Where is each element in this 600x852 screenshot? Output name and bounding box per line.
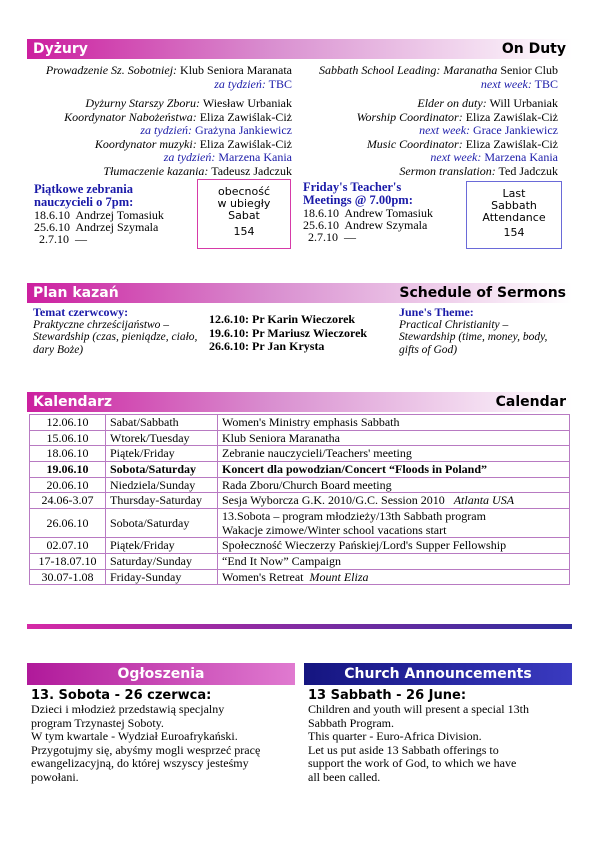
- friday-row: 2.7.10 —: [308, 230, 356, 244]
- announcement-line: program Trzynastej Soboty.: [31, 715, 164, 730]
- announcement-line: This quarter - Euro-Africa Division.: [308, 729, 482, 743]
- theme-heading-pl: Temat czerwcowy:: [33, 305, 129, 319]
- table-row: [30, 569, 570, 585]
- table-row: [30, 415, 570, 431]
- cal-event: Zebranie nauczycieli/Teachers' meeting: [218, 446, 570, 462]
- announcement-line: powołani.: [31, 769, 79, 784]
- duty-row: Tłumaczenie kazania: Tadeusz Jadczuk: [103, 163, 292, 178]
- cal-date: 20.06.10: [30, 477, 106, 493]
- cal-event: Women's Retreat Mount Eliza: [218, 569, 570, 585]
- cal-day: Sabat/Sabbath: [106, 415, 218, 431]
- duty-list-pl: [20, 64, 292, 178]
- attendance-label: obecność: [217, 185, 270, 198]
- cal-date: 17-18.07.10: [30, 553, 106, 569]
- divider: [27, 624, 572, 629]
- duty-row: Koordynator Nabożeństwa: Eliza Zawiślak-Ciż: [64, 109, 292, 124]
- cal-event: Klub Seniora Maranatha: [218, 430, 570, 446]
- table-row: [30, 446, 570, 462]
- table-row: [30, 462, 570, 478]
- announcements-header-en: [304, 663, 572, 685]
- announcement-en: [308, 689, 576, 784]
- cal-date: 30.07-1.08: [30, 569, 106, 585]
- duty-row: Prowadzenie Sz. Sobotniej: Klub Seniora Maranata: [45, 63, 292, 77]
- announcement-line: ewangelizacyjną, do której wszyscy jesteśmy: [31, 756, 249, 770]
- sermon-list: [209, 313, 399, 354]
- duty-row: za tydzień: Marzena Kania: [163, 150, 292, 164]
- announcements-title-pl: Ogłoszenia: [117, 666, 205, 682]
- friday-row: 18.6.10 Andrew Tomasiuk: [303, 206, 433, 220]
- duty-row: next week: Marzena Kania: [430, 150, 558, 164]
- calendar-header: [27, 392, 572, 412]
- duty-row: Sabbath School Leading: Maranatha Senior Club: [319, 63, 558, 77]
- cal-day: Wtorek/Tuesday: [106, 430, 218, 446]
- friday-meetings-pl: [34, 183, 199, 245]
- duty-row: next week: TBC: [480, 76, 558, 91]
- duty-row: Elder on duty: Will Urbaniak: [417, 96, 558, 110]
- friday-row: 2.7.10 —: [39, 232, 87, 246]
- table-row: [30, 538, 570, 554]
- cal-day: Saturday/Sunday: [106, 553, 218, 569]
- attendance-box-en: [466, 181, 562, 249]
- cal-date: 12.06.10: [30, 415, 106, 431]
- attendance-label: Sabat: [228, 209, 260, 222]
- cal-date: 18.06.10: [30, 446, 106, 462]
- theme-line: Stewardship (time, money, body,: [399, 331, 548, 343]
- cal-day: Sobota/Saturday: [106, 509, 218, 538]
- duty-row: Dyżurny Starszy Zboru: Wiesław Urbaniak: [85, 96, 292, 110]
- announcement-heading-pl: 13. Sobota - 26 czerwca:: [31, 688, 212, 703]
- cal-date: 02.07.10: [30, 538, 106, 554]
- calendar-table: [29, 414, 570, 585]
- table-row: [30, 430, 570, 446]
- announcements-header-pl: [27, 663, 295, 685]
- announcement-line: all been called.: [308, 769, 381, 784]
- table-row: [30, 493, 570, 509]
- cal-day: Friday-Sunday: [106, 569, 218, 585]
- sermons-header: [27, 283, 572, 303]
- sermons-title-pl: Plan kazań: [33, 285, 119, 301]
- attendance-label: Sabbath: [491, 199, 537, 212]
- theme-line: Stewardship (czas, pieniądze, ciało,: [33, 331, 198, 343]
- announcement-heading-en: 13 Sabbath - 26 June:: [308, 688, 467, 703]
- cal-day: Sobota/Saturday: [106, 462, 218, 478]
- friday-row: 25.6.10 Andrew Szymala: [303, 218, 428, 232]
- on-duty-title-en: On Duty: [501, 41, 566, 57]
- duty-row: next week: Grace Jankiewicz: [419, 123, 558, 137]
- announcement-pl: [31, 689, 299, 784]
- announcement-line: Dzieci i młodzież przedstawią specjalny: [31, 702, 225, 716]
- friday-heading-en: Friday's Teacher's: [303, 180, 402, 194]
- sermon-item: 26.6.10: Pr Jan Krysta: [209, 339, 325, 353]
- announcement-line: Children and youth will present a special 13th: [308, 702, 529, 716]
- sermon-item: 19.6.10: Pr Mariusz Wieczorek: [209, 325, 368, 340]
- cal-event: Rada Zboru/Church Board meeting: [218, 477, 570, 493]
- sermons-title-en: Schedule of Sermons: [399, 285, 566, 301]
- attendance-label: Attendance: [482, 211, 546, 224]
- cal-event: “End It Now” Campaign: [218, 553, 570, 569]
- theme-en: [399, 306, 569, 356]
- attendance-value: 154: [233, 225, 255, 238]
- duty-row: za tydzień: Grażyna Jankiewicz: [140, 123, 292, 137]
- cal-day: Piątek/Friday: [106, 446, 218, 462]
- on-duty-header: [27, 39, 572, 59]
- cal-day: Piątek/Friday: [106, 538, 218, 554]
- cal-date: 15.06.10: [30, 430, 106, 446]
- announcement-line: Let us put aside 13 Sabbath offerings to: [308, 742, 499, 757]
- announcement-line: Sabbath Program.: [308, 715, 394, 730]
- duty-row: Worship Coordinator: Eliza Zawiślak-Ciż: [356, 109, 558, 124]
- duty-row: za tydzień: TBC: [214, 76, 292, 91]
- attendance-box-pl: [197, 179, 291, 249]
- cal-event: Koncert dla powodzian/Concert “Floods in Poland”: [218, 462, 570, 478]
- cal-date: 19.06.10: [30, 462, 106, 478]
- cal-event: Sesja Wyborcza G.K. 2010/G.C. Session 2010 Atlanta USA: [218, 493, 570, 509]
- attendance-label: Last: [502, 187, 526, 200]
- cal-date: 24.06-3.07: [30, 493, 106, 509]
- announcement-line: W tym kwartale - Wydział Euroafrykański.: [31, 729, 238, 743]
- theme-line: dary Boże): [33, 343, 84, 356]
- friday-heading-pl-2: nauczycieli o 7pm:: [34, 195, 134, 209]
- cal-event: Społeczność Wieczerzy Pańskiej/Lord's Supper Fellowship: [218, 538, 570, 554]
- duty-row: Sermon translation: Ted Jadczuk: [399, 163, 558, 178]
- cal-event: 13.Sobota – program młodzieży/13th Sabbath program Wakacje zimowe/Winter school vacations start: [218, 509, 570, 538]
- attendance-label: w ubiegły: [217, 197, 271, 210]
- announcements-title-en: Church Announcements: [344, 666, 532, 682]
- theme-line: gifts of God): [399, 343, 458, 356]
- duty-row: Music Coordinator: Eliza Zawiślak-Ciż: [366, 136, 558, 151]
- theme-line: Practical Christianity –: [399, 318, 509, 331]
- friday-row: 25.6.10 Andrzej Szymala: [34, 220, 159, 234]
- friday-row: 18.6.10 Andrzej Tomasiuk: [34, 208, 164, 222]
- theme-line: Praktyczne chrześcijaństwo –: [33, 318, 170, 331]
- friday-heading-pl: Piątkowe zebrania: [34, 182, 133, 196]
- calendar-title-en: Calendar: [495, 394, 566, 410]
- duty-row: Koordynator muzyki: Eliza Zawiślak-Ciż: [94, 136, 292, 151]
- attendance-value: 154: [503, 226, 525, 239]
- on-duty-title-pl: Dyżury: [33, 41, 88, 57]
- announcement-line: support the work of God, to which we have: [308, 756, 517, 770]
- friday-meetings-en: [303, 181, 468, 243]
- table-row: [30, 509, 570, 538]
- table-row: [30, 553, 570, 569]
- theme-heading-en: June's Theme:: [399, 305, 474, 319]
- cal-day: Thursday-Saturday: [106, 493, 218, 509]
- calendar-title-pl: Kalendarz: [33, 394, 113, 410]
- cal-day: Niedziela/Sunday: [106, 477, 218, 493]
- announcement-line: Przygotujmy się, abyśmy mogli wesprzeć pracę: [31, 742, 261, 757]
- friday-heading-en-2: Meetings @ 7.00pm:: [303, 193, 413, 207]
- cal-date: 26.06.10: [30, 509, 106, 538]
- sermon-item: 12.6.10: Pr Karin Wieczorek: [209, 312, 356, 326]
- cal-event: Women's Ministry emphasis Sabbath: [218, 415, 570, 431]
- table-row: [30, 477, 570, 493]
- duty-list-en: [300, 64, 558, 178]
- theme-pl: [33, 306, 208, 356]
